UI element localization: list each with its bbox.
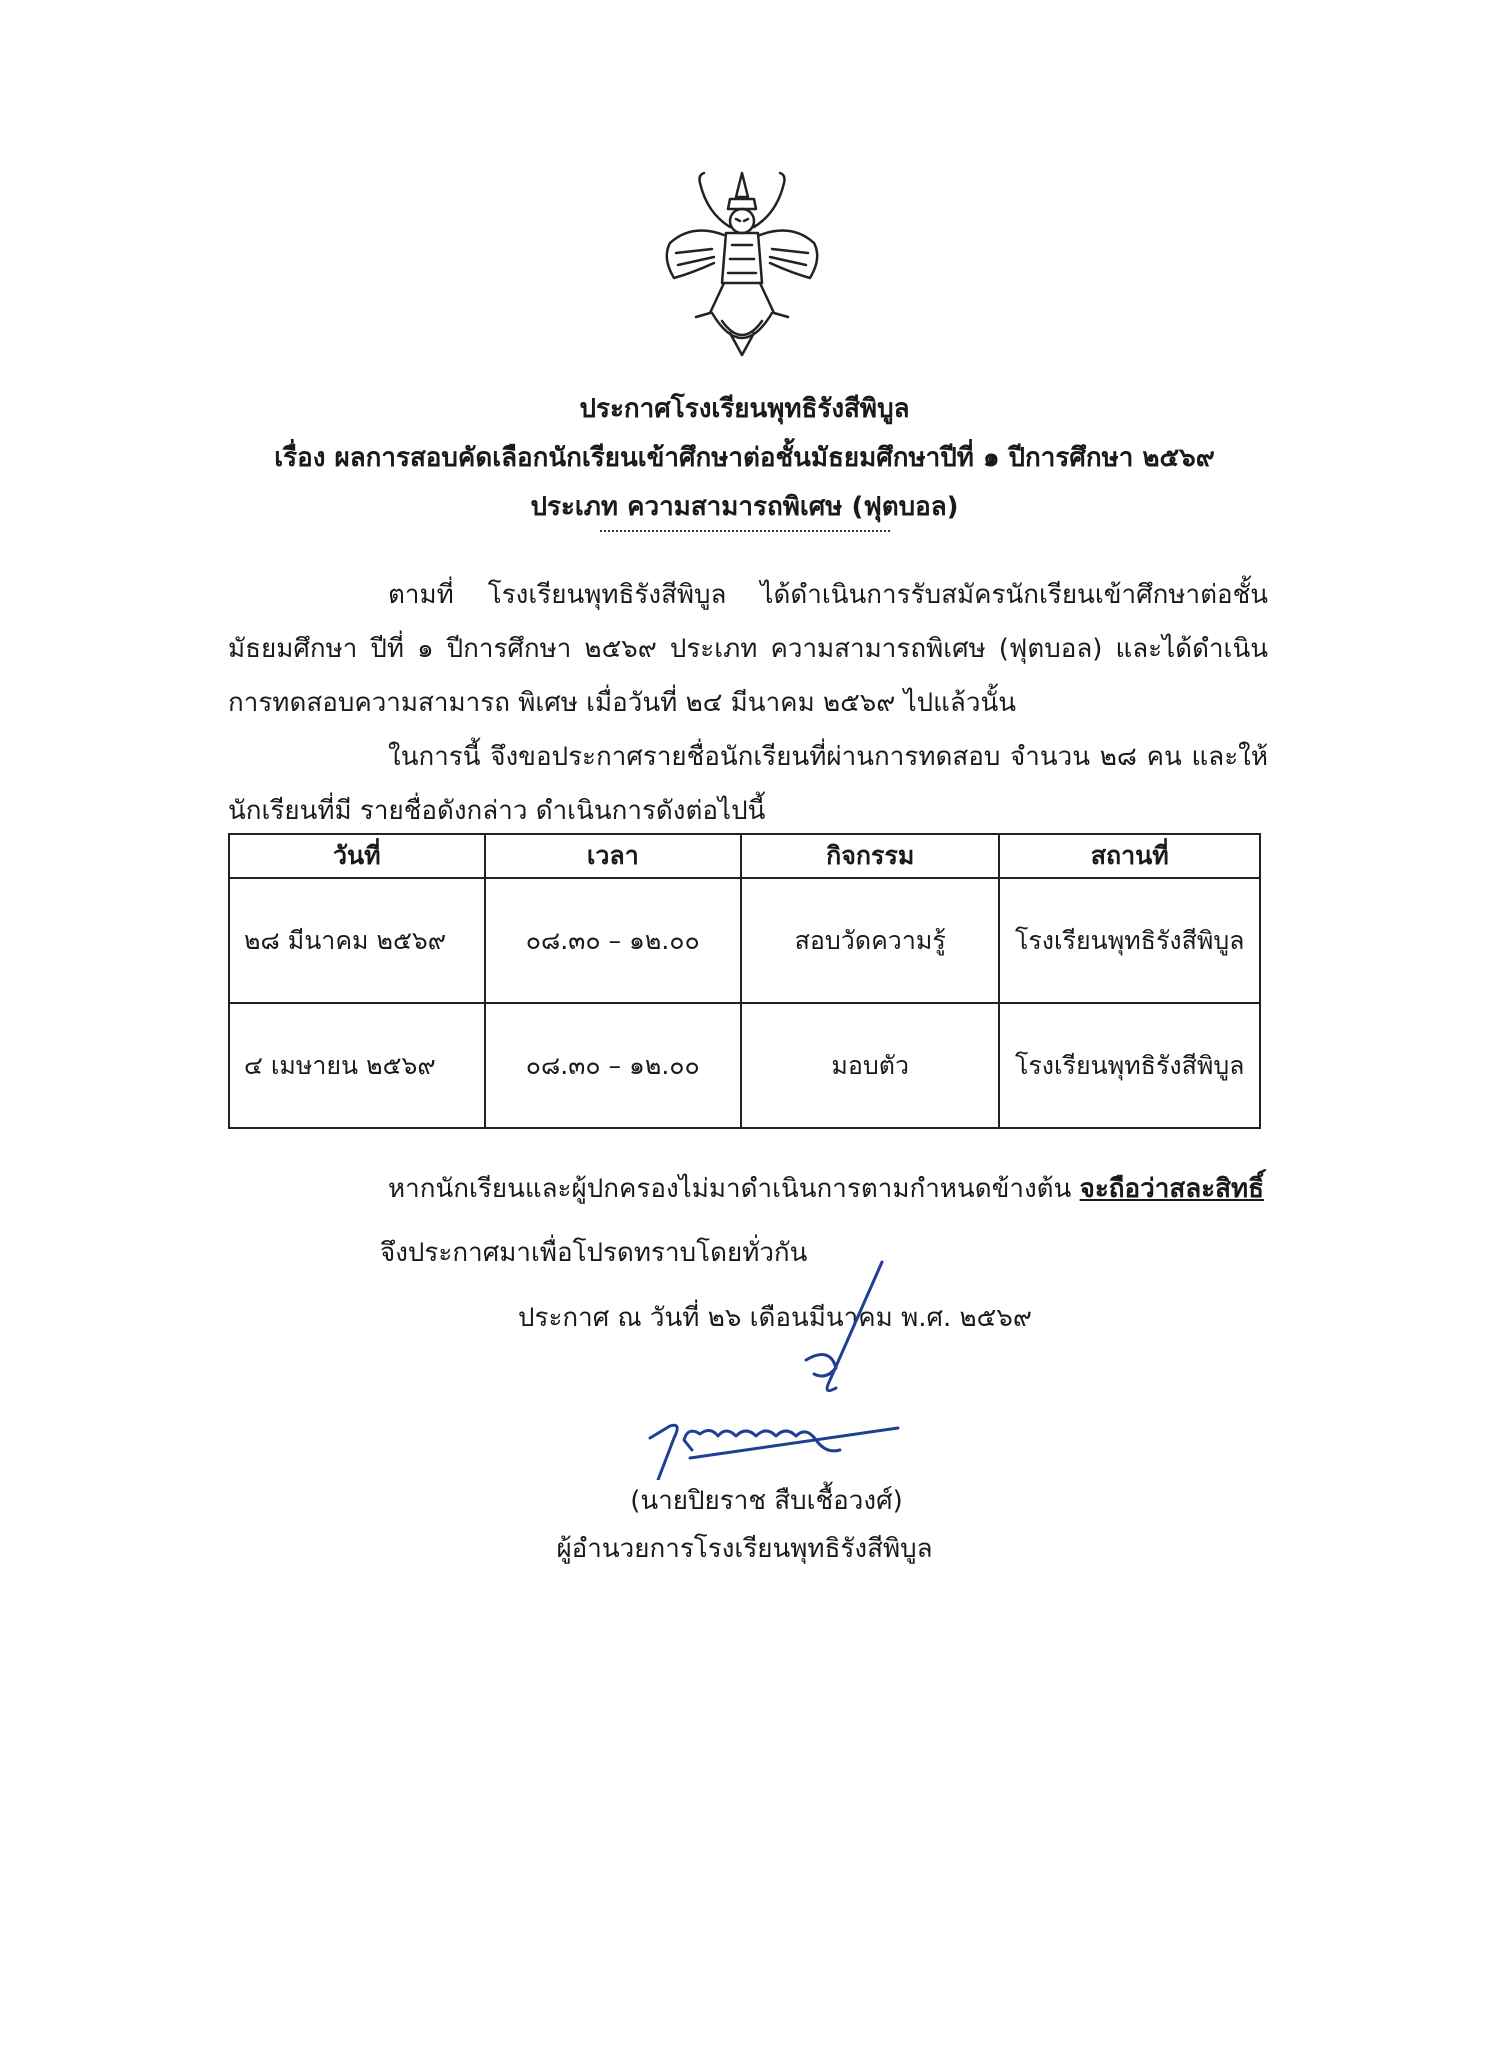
forfeit-warning: จะถือว่าสละสิทธิ์ <box>1079 1174 1264 1204</box>
schedule-table <box>228 833 1261 1129</box>
cell-activity: สอบวัดความรู้ <box>741 878 999 1003</box>
closing-line: จึงประกาศมาเพื่อโปรดทราบโดยทั่วกัน <box>380 1238 808 1268</box>
announcement-date: ประกาศ ณ วันที่ ๒๖ เดือนมีนาคม พ.ศ. ๒๕๖๙ <box>518 1303 1032 1333</box>
table-row <box>229 1003 1260 1128</box>
cell-place: โรงเรียนพุทธิรังสีพิบูล <box>999 1003 1260 1128</box>
announcement-title: ประกาศโรงเรียนพุทธิรังสีพิบูล <box>579 394 910 424</box>
paragraph-instruction: ในการนี้ จึงขอประกาศรายชื่อนักเรียนที่ผ่านการทดสอบ จำนวน ๒๘ คน และให้นักเรียนที่มี รายชื่อดังกล่าว ดำเนินการดังต่อไปนี้ <box>228 742 1268 826</box>
forfeit-note-text: หากนักเรียนและผู้ปกครองไม่มาดำเนินการตามกำหนดข้างต้น <box>388 1174 1072 1204</box>
dotted-divider <box>600 530 890 532</box>
header-date: วันที่ <box>229 834 485 878</box>
cell-time: ๐๘.๓๐ – ๑๒.๐๐ <box>485 1003 741 1128</box>
forfeit-note <box>388 1168 1264 1209</box>
signature-icon <box>630 1250 930 1480</box>
cell-place: โรงเรียนพุทธิรังสีพิบูล <box>999 878 1260 1003</box>
announcement-category: ประเภท ความสามารถพิเศษ (ฟุตบอล) <box>530 492 959 522</box>
signer-position: ผู้อำนวยการโรงเรียนพุทธิรังสีพิบูล <box>556 1534 933 1564</box>
garuda-emblem-icon <box>652 163 832 363</box>
announcement-subject: เรื่อง ผลการสอบคัดเลือกนักเรียนเข้าศึกษาต่อชั้นมัธยมศึกษาปีที่ ๑ ปีการศึกษา ๒๕๖๙ <box>274 443 1215 473</box>
cell-activity: มอบตัว <box>741 1003 999 1128</box>
cell-date: ๔ เมษายน ๒๕๖๙ <box>229 1003 485 1128</box>
schedule-header-row <box>229 834 1260 878</box>
cell-time: ๐๘.๓๐ – ๑๒.๐๐ <box>485 878 741 1003</box>
signer-name: (นายปิยราช สืบเชื้อวงศ์) <box>630 1486 903 1516</box>
header-time: เวลา <box>485 834 741 878</box>
header-activity: กิจกรรม <box>741 834 999 878</box>
paragraph-background: ตามที่ โรงเรียนพุทธิรังสีพิบูล ได้ดำเนินการรับสมัครนักเรียนเข้าศึกษาต่อชั้นมัธยมศึกษา ปีที่ ๑ ปีการศึกษา ๒๕๖๙ ประเภท ความสามารถพิเศษ (ฟุตบอล) และได้ดำเนินการทดสอบความสามารถ พิเศษ เมื่อวันที่ ๒๔ มีนาคม ๒๕๖๙ ไปแล้วนั้น <box>228 580 1268 718</box>
header-place: สถานที่ <box>999 834 1260 878</box>
table-row <box>229 878 1260 1003</box>
cell-date: ๒๘ มีนาคม ๒๕๖๙ <box>229 878 485 1003</box>
